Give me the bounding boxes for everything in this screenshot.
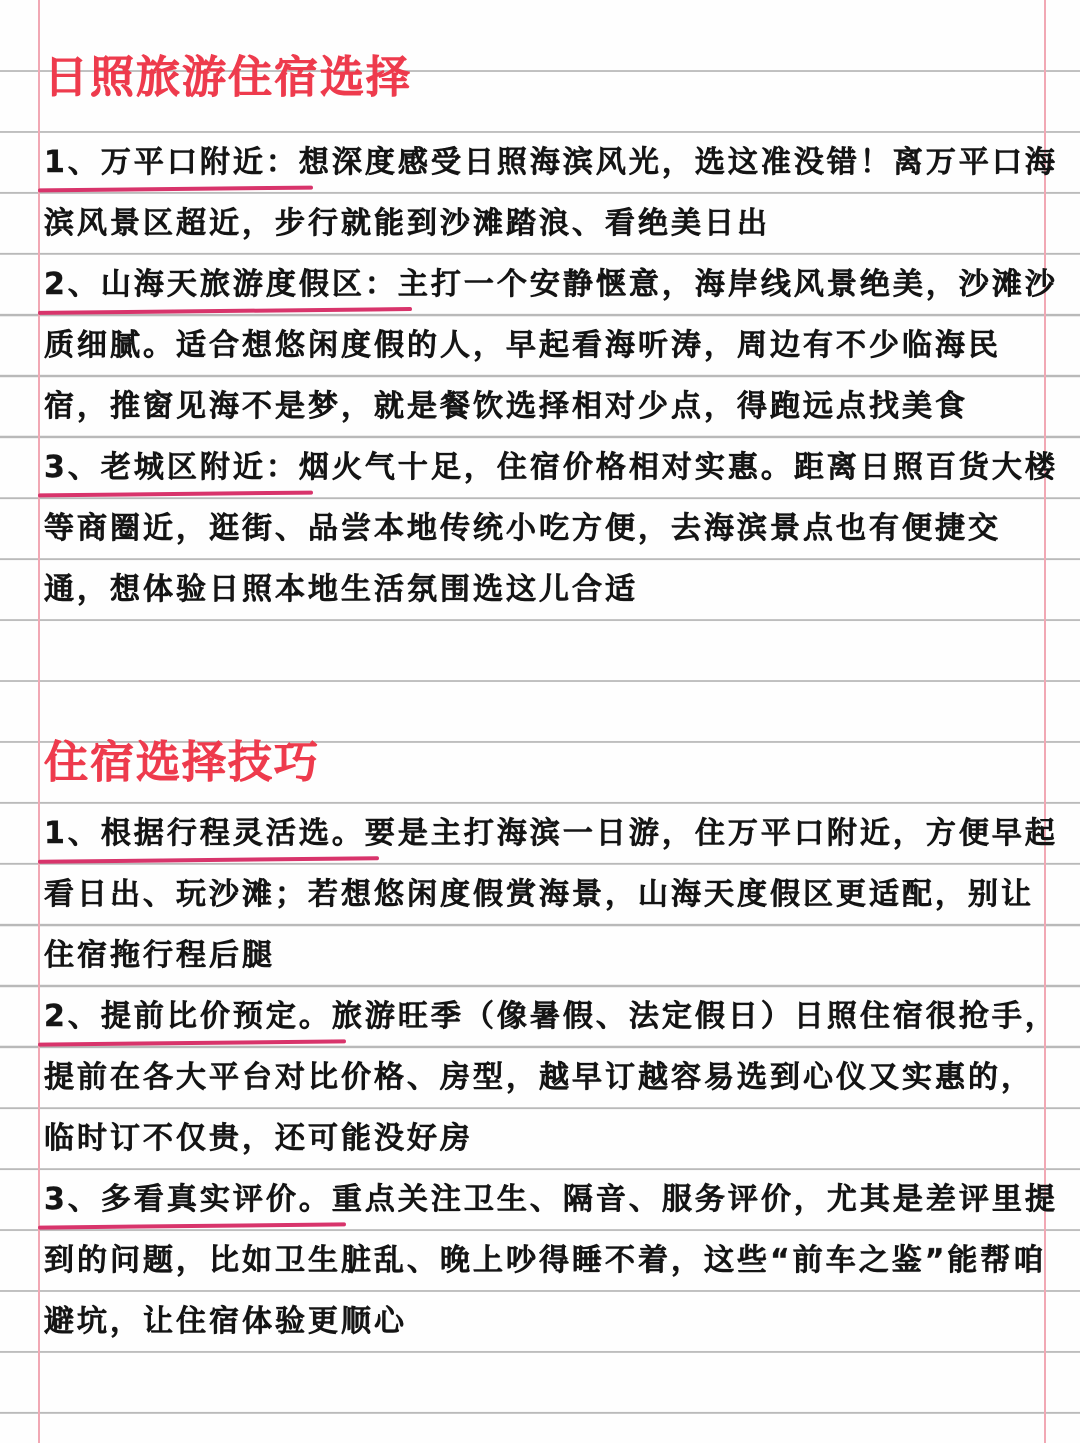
item-heading [44, 437, 299, 498]
list-item [44, 986, 1060, 1169]
heading-underline [38, 856, 379, 864]
item-heading [44, 132, 299, 193]
main-title: 日照旅游住宿选择 [44, 52, 412, 103]
tips-title: 住宿选择技巧 [44, 737, 320, 788]
list-item [44, 254, 1060, 437]
list-item [44, 132, 1060, 254]
item-body: 想深度感受日照海滨风光，选这准没错！离万平口海滨风景区超近，步行就能到沙滩踏浪、看绝美日出 [44, 145, 1058, 241]
item-heading-text: 3、多看真实评价。 [44, 1182, 332, 1217]
item-body: 要是主打海滨一日游，住万平口附近，方便早起看日出、玩沙滩；若想悠闲度假赏海景，山海天度假区更适配，别让住宿拖行程后腿 [44, 816, 1058, 973]
item-heading [44, 254, 398, 315]
item-body: 烟火气十足，住宿价格相对实惠。距离日照百货大楼等商圈近，逛街、品尝本地传统小吃方便，去海滨景点也有便捷交通，想体验日照本地生活氛围选这儿合适 [44, 450, 1058, 607]
heading-underline [38, 1039, 346, 1046]
item-body: 主打一个安静惬意，海岸线风景绝美，沙滩沙质细腻。适合想悠闲度假的人，早起看海听涛，周边有不少临海民宿，推窗见海不是梦，就是餐饮选择相对少点，得跑远点找美食 [44, 267, 1058, 424]
item-heading-text: 1、万平口附近： [44, 145, 299, 180]
list-item [44, 1169, 1060, 1352]
item-body: 旅游旺季（像暑假、法定假日）日照住宿很抢手，提前在各大平台对比价格、房型，越早订越容易选到心仪又实惠的，临时订不仅贵，还可能没好房 [44, 999, 1058, 1156]
item-body: 重点关注卫生、隔音、服务评价，尤其是差评里提到的问题，比如卫生脏乱、晚上吵得睡不着，这些“前车之鉴”能帮咱避坑，让住宿体验更顺心 [44, 1182, 1058, 1339]
tips-section [44, 803, 1060, 1352]
item-heading-text: 1、根据行程灵活选。 [44, 816, 365, 851]
item-heading-text: 2、山海天旅游度假区： [44, 267, 398, 302]
item-heading [44, 1169, 332, 1230]
list-item [44, 437, 1060, 620]
list-item [44, 803, 1060, 986]
heading-underline [38, 186, 313, 193]
heading-underline [38, 491, 313, 498]
item-heading [44, 986, 332, 1047]
item-heading-text: 2、提前比价预定。 [44, 999, 332, 1034]
heading-underline [38, 1222, 346, 1229]
accommodation-areas-section [44, 132, 1060, 620]
item-heading [44, 803, 365, 864]
heading-underline [38, 307, 412, 315]
item-heading-text: 3、老城区附近： [44, 450, 299, 485]
